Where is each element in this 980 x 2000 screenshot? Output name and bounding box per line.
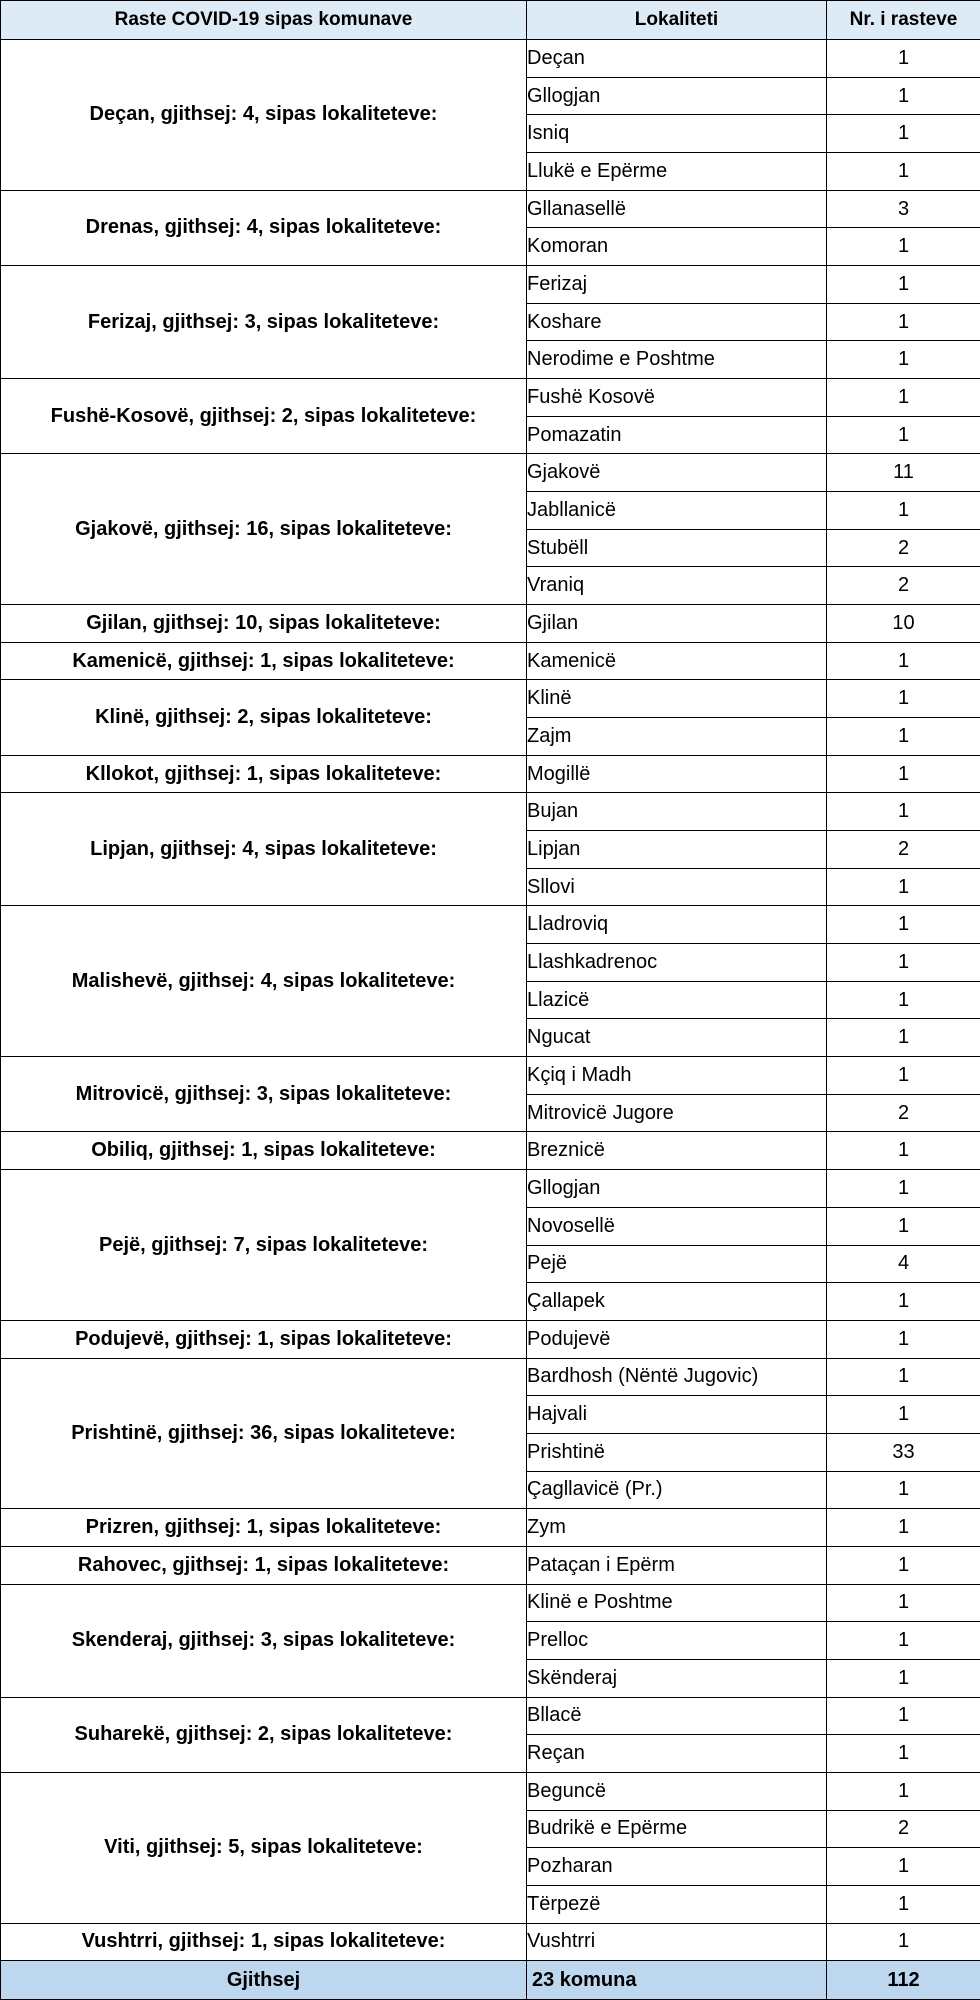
locality-cell: Gllogjan [527, 1170, 827, 1208]
municipality-cell: Mitrovicë, gjithsej: 3, sipas lokaliteteve: [1, 1057, 527, 1132]
cases-cell: 3 [827, 190, 980, 228]
locality-cell: Klinë e Poshtme [527, 1584, 827, 1622]
cases-cell: 1 [827, 1772, 980, 1810]
locality-cell: Hajvali [527, 1396, 827, 1434]
locality-cell: Bardhosh (Nëntë Jugovic) [527, 1358, 827, 1396]
locality-cell: Breznicë [527, 1132, 827, 1170]
cases-cell: 1 [827, 303, 980, 341]
municipality-cell: Skenderaj, gjithsej: 3, sipas lokaliteteve: [1, 1584, 527, 1697]
footer-row [1, 1961, 980, 2000]
cases-cell: 1 [827, 1057, 980, 1095]
locality-cell: Gllanasellë [527, 190, 827, 228]
cases-cell: 4 [827, 1245, 980, 1283]
locality-cell: Vraniq [527, 567, 827, 605]
table-row [1, 1170, 980, 1208]
cases-cell: 1 [827, 1207, 980, 1245]
municipality-cell: Gjakovë, gjithsej: 16, sipas lokaliteteve: [1, 454, 527, 605]
locality-cell: Beguncë [527, 1772, 827, 1810]
cases-cell: 2 [827, 529, 980, 567]
header-municipality: Raste COVID-19 sipas komunave [1, 1, 527, 40]
cases-cell: 1 [827, 793, 980, 831]
locality-cell: Stubëll [527, 529, 827, 567]
municipality-cell: Malishevë, gjithsej: 4, sipas lokaliteteve: [1, 906, 527, 1057]
cases-cell: 1 [827, 755, 980, 793]
locality-cell: Vushtrri [527, 1923, 827, 1961]
cases-cell: 1 [827, 1283, 980, 1321]
municipality-cell: Klinë, gjithsej: 2, sipas lokaliteteve: [1, 680, 527, 755]
cases-cell: 2 [827, 1094, 980, 1132]
table-row [1, 906, 980, 944]
cases-cell: 1 [827, 1659, 980, 1697]
municipality-cell: Obiliq, gjithsej: 1, sipas lokaliteteve: [1, 1132, 527, 1170]
locality-cell: Kçiq i Madh [527, 1057, 827, 1095]
municipality-cell: Suharekë, gjithsej: 2, sipas lokaliteteve: [1, 1697, 527, 1772]
table-row [1, 755, 980, 793]
locality-cell: Bllacë [527, 1697, 827, 1735]
cases-cell: 1 [827, 944, 980, 982]
cases-cell: 1 [827, 77, 980, 115]
table-body [1, 40, 980, 1961]
cases-cell: 1 [827, 868, 980, 906]
locality-cell: Tërpezë [527, 1885, 827, 1923]
table-row [1, 1923, 980, 1961]
cases-cell: 1 [827, 981, 980, 1019]
table-row [1, 40, 980, 78]
locality-cell: Skënderaj [527, 1659, 827, 1697]
cases-cell: 1 [827, 115, 980, 153]
cases-cell: 1 [827, 1132, 980, 1170]
locality-cell: Jabllanicë [527, 492, 827, 530]
table-row [1, 1546, 980, 1584]
municipality-cell: Ferizaj, gjithsej: 3, sipas lokaliteteve: [1, 266, 527, 379]
cases-cell: 1 [827, 1735, 980, 1773]
locality-cell: Komoran [527, 228, 827, 266]
locality-cell: Llazicë [527, 981, 827, 1019]
municipality-cell: Deçan, gjithsej: 4, sipas lokaliteteve: [1, 40, 527, 191]
municipality-cell: Rahovec, gjithsej: 1, sipas lokaliteteve: [1, 1546, 527, 1584]
cases-cell: 1 [827, 153, 980, 191]
locality-cell: Mitrovicë Jugore [527, 1094, 827, 1132]
cases-cell: 1 [827, 1019, 980, 1057]
locality-cell: Koshare [527, 303, 827, 341]
locality-cell: Çallapek [527, 1283, 827, 1321]
locality-cell: Mogillë [527, 755, 827, 793]
cases-cell: 1 [827, 1358, 980, 1396]
locality-cell: Reçan [527, 1735, 827, 1773]
cases-cell: 1 [827, 1170, 980, 1208]
locality-cell: Pozharan [527, 1848, 827, 1886]
locality-cell: Lladroviq [527, 906, 827, 944]
municipality-cell: Pejë, gjithsej: 7, sipas lokaliteteve: [1, 1170, 527, 1321]
locality-cell: Podujevë [527, 1320, 827, 1358]
locality-cell: Pomazatin [527, 416, 827, 454]
cases-cell: 33 [827, 1433, 980, 1471]
municipality-cell: Viti, gjithsej: 5, sipas lokaliteteve: [1, 1772, 527, 1923]
locality-cell: Isniq [527, 115, 827, 153]
locality-cell: Pataçan i Epërm [527, 1546, 827, 1584]
cases-cell: 1 [827, 228, 980, 266]
table-row [1, 190, 980, 228]
locality-cell: Zym [527, 1509, 827, 1547]
locality-cell: Pejë [527, 1245, 827, 1283]
cases-cell: 1 [827, 642, 980, 680]
cases-cell: 1 [827, 1320, 980, 1358]
table-row [1, 1358, 980, 1396]
municipality-cell: Gjilan, gjithsej: 10, sipas lokaliteteve: [1, 605, 527, 643]
cases-cell: 1 [827, 341, 980, 379]
municipality-cell: Drenas, gjithsej: 4, sipas lokaliteteve: [1, 190, 527, 265]
cases-cell: 10 [827, 605, 980, 643]
locality-cell: Ngucat [527, 1019, 827, 1057]
table-row [1, 642, 980, 680]
cases-cell: 1 [827, 379, 980, 417]
header-row [1, 1, 980, 40]
cases-cell: 1 [827, 1396, 980, 1434]
table-row [1, 1509, 980, 1547]
table-row [1, 793, 980, 831]
municipality-cell: Prizren, gjithsej: 1, sipas lokaliteteve: [1, 1509, 527, 1547]
locality-cell: Llashkadrenoc [527, 944, 827, 982]
table-row [1, 605, 980, 643]
locality-cell: Ferizaj [527, 266, 827, 304]
cases-cell: 1 [827, 1885, 980, 1923]
cases-cell: 1 [827, 1622, 980, 1660]
footer-municipality-count: 23 komuna [527, 1961, 827, 2000]
cases-cell: 1 [827, 718, 980, 756]
municipality-cell: Kamenicë, gjithsej: 1, sipas lokaliteteve: [1, 642, 527, 680]
table-row [1, 680, 980, 718]
locality-cell: Kamenicë [527, 642, 827, 680]
locality-cell: Nerodime e Poshtme [527, 341, 827, 379]
cases-cell: 1 [827, 906, 980, 944]
footer-total-cases: 112 [827, 1961, 980, 2000]
cases-cell: 1 [827, 416, 980, 454]
locality-cell: Deçan [527, 40, 827, 78]
locality-cell: Çagllavicë (Pr.) [527, 1471, 827, 1509]
cases-cell: 2 [827, 831, 980, 869]
municipality-cell: Lipjan, gjithsej: 4, sipas lokaliteteve: [1, 793, 527, 906]
municipality-cell: Kllokot, gjithsej: 1, sipas lokaliteteve: [1, 755, 527, 793]
cases-cell: 2 [827, 1810, 980, 1848]
table-row [1, 1584, 980, 1622]
cases-cell: 1 [827, 266, 980, 304]
locality-cell: Gjilan [527, 605, 827, 643]
cases-cell: 1 [827, 1923, 980, 1961]
table-row [1, 379, 980, 417]
locality-cell: Novosellë [527, 1207, 827, 1245]
cases-cell: 1 [827, 1546, 980, 1584]
locality-cell: Sllovi [527, 868, 827, 906]
locality-cell: Budrikë e Epërme [527, 1810, 827, 1848]
table-row [1, 266, 980, 304]
table-row [1, 1057, 980, 1095]
municipality-cell: Fushë-Kosovë, gjithsej: 2, sipas lokaliteteve: [1, 379, 527, 454]
municipality-cell: Vushtrri, gjithsej: 1, sipas lokaliteteve: [1, 1923, 527, 1961]
cases-cell: 1 [827, 1697, 980, 1735]
locality-cell: Zajm [527, 718, 827, 756]
cases-cell: 1 [827, 1471, 980, 1509]
locality-cell: Bujan [527, 793, 827, 831]
cases-cell: 1 [827, 40, 980, 78]
locality-cell: Prelloc [527, 1622, 827, 1660]
municipality-cell: Podujevë, gjithsej: 1, sipas lokaliteteve: [1, 1320, 527, 1358]
table-row [1, 1697, 980, 1735]
table-row [1, 1132, 980, 1170]
cases-cell: 1 [827, 680, 980, 718]
header-cases: Nr. i rasteve [827, 1, 980, 40]
header-locality: Lokaliteti [527, 1, 827, 40]
locality-cell: Prishtinë [527, 1433, 827, 1471]
municipality-cell: Prishtinë, gjithsej: 36, sipas lokaliteteve: [1, 1358, 527, 1509]
footer-total-label: Gjithsej [1, 1961, 527, 2000]
table-row [1, 1320, 980, 1358]
cases-cell: 1 [827, 492, 980, 530]
locality-cell: Klinë [527, 680, 827, 718]
locality-cell: Lipjan [527, 831, 827, 869]
cases-cell: 1 [827, 1509, 980, 1547]
table-row [1, 454, 980, 492]
locality-cell: Llukë e Epërme [527, 153, 827, 191]
cases-cell: 1 [827, 1848, 980, 1886]
cases-cell: 2 [827, 567, 980, 605]
table-row [1, 1772, 980, 1810]
cases-cell: 1 [827, 1584, 980, 1622]
cases-cell: 11 [827, 454, 980, 492]
locality-cell: Fushë Kosovë [527, 379, 827, 417]
locality-cell: Gjakovë [527, 454, 827, 492]
locality-cell: Gllogjan [527, 77, 827, 115]
